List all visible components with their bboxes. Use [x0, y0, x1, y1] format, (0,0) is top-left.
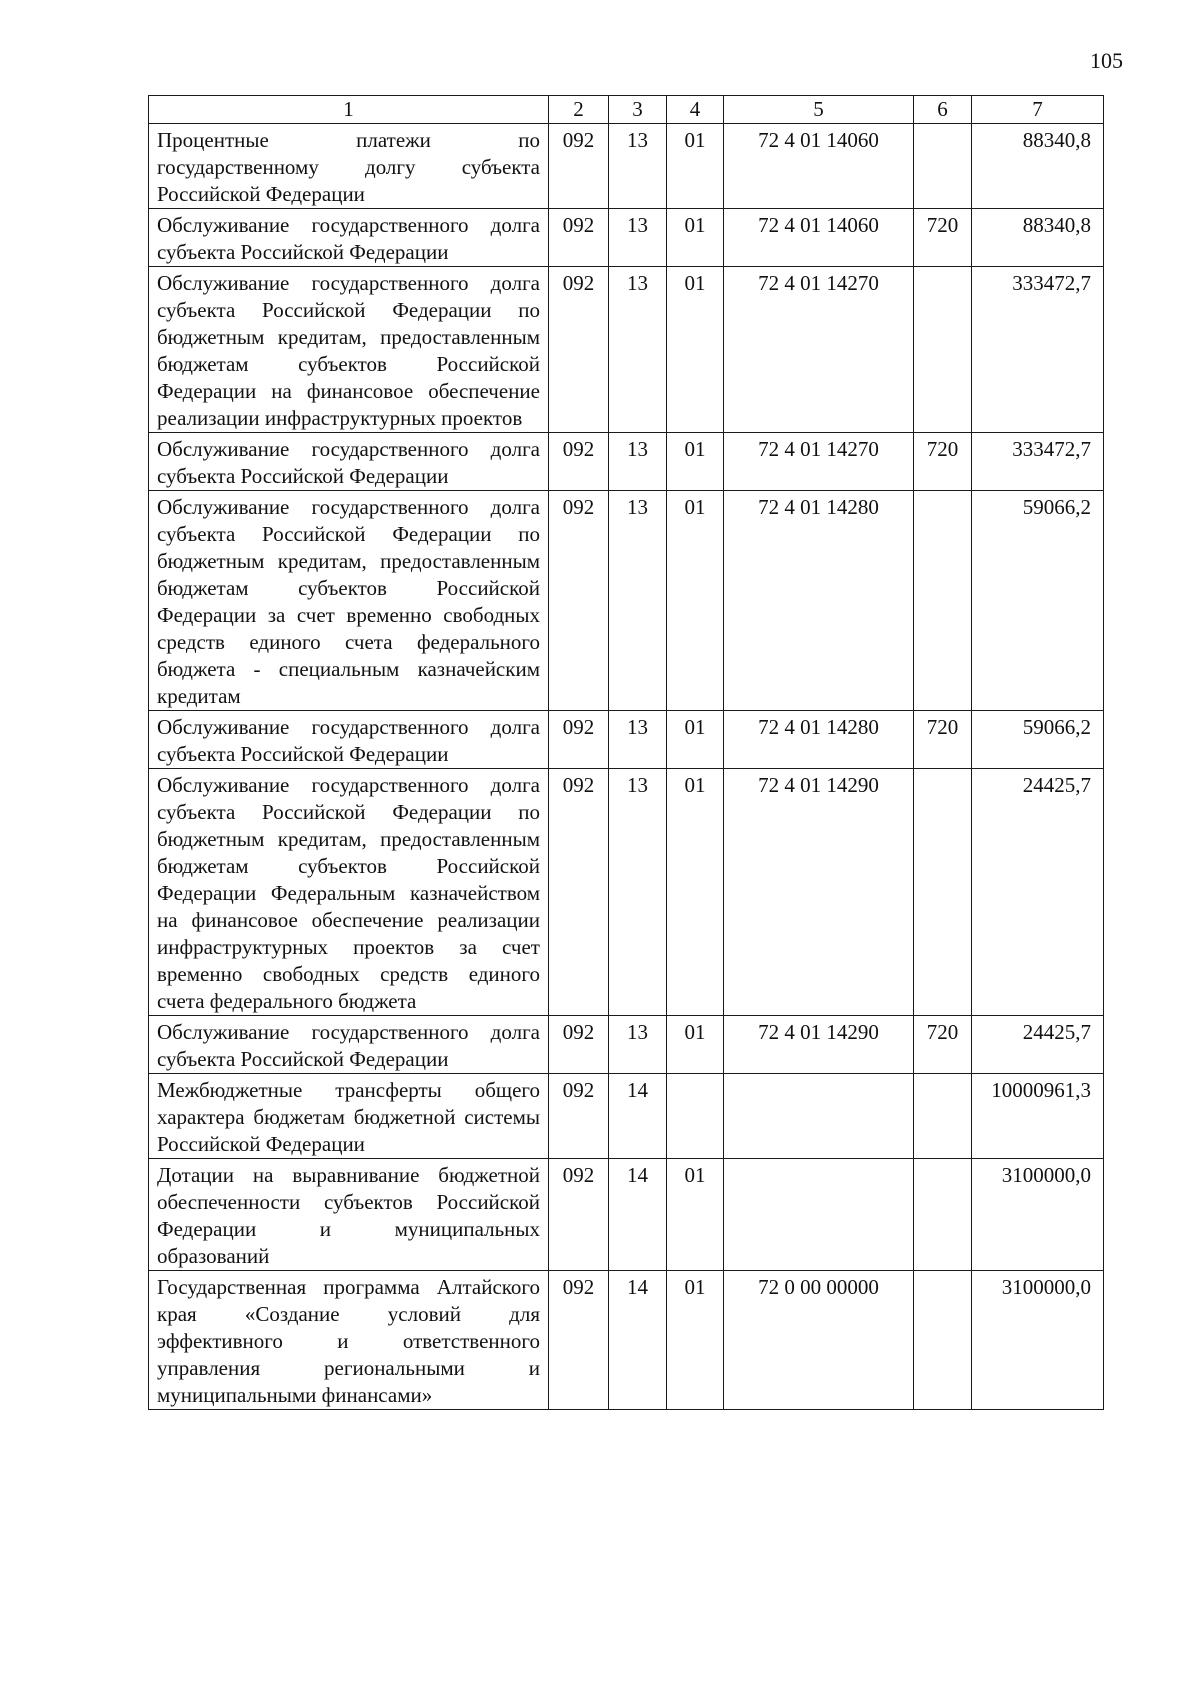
column-header: 4 — [667, 96, 724, 124]
section-code: 13 — [609, 1016, 667, 1074]
row-description: Межбюджетные трансферты общего характера бюджетам бюджетной системы Российской Федерации — [149, 1074, 549, 1159]
target-code: 72 4 01 14290 — [724, 1016, 914, 1074]
column-header: 6 — [914, 96, 972, 124]
column-header: 7 — [972, 96, 1104, 124]
section-code: 13 — [609, 491, 667, 711]
table-row — [149, 209, 1104, 267]
table-row — [149, 1074, 1104, 1159]
target-code: 72 4 01 14270 — [724, 433, 914, 491]
row-description: Обслуживание государственного долга субъекта Российской Федерации по бюджетным кредитам, предоставленным бюджетам субъектов Российской Федерации за счет временно свободных средств единого счета федерального бюджета - специальным казначейским кредитам — [149, 491, 549, 711]
section-code: 14 — [609, 1159, 667, 1271]
section-code: 13 — [609, 769, 667, 1016]
table-row — [149, 1271, 1104, 1410]
subsection-code: 01 — [667, 267, 724, 433]
expense-type-code — [914, 769, 972, 1016]
target-code: 72 4 01 14280 — [724, 711, 914, 769]
admin-code: 092 — [549, 1271, 609, 1410]
amount: 88340,8 — [972, 124, 1104, 209]
subsection-code: 01 — [667, 491, 724, 711]
target-code: 72 4 01 14290 — [724, 769, 914, 1016]
expense-type-code: 720 — [914, 433, 972, 491]
amount: 88340,8 — [972, 209, 1104, 267]
row-description: Обслуживание государственного долга субъекта Российской Федерации по бюджетным кредитам, предоставленным бюджетам субъектов Российской Федерации Федеральным казначейством на финансовое обеспечение реализации инфраструктурных проектов за счет временно свободных средств единого счета федерального бюджета — [149, 769, 549, 1016]
expense-type-code — [914, 1271, 972, 1410]
page-number: 105 — [1090, 48, 1123, 73]
row-description: Обслуживание государственного долга субъекта Российской Федерации — [149, 209, 549, 267]
table-row — [149, 711, 1104, 769]
section-code: 13 — [609, 209, 667, 267]
amount: 3100000,0 — [972, 1159, 1104, 1271]
admin-code: 092 — [549, 209, 609, 267]
table-row — [149, 769, 1104, 1016]
expense-type-code — [914, 491, 972, 711]
target-code: 72 4 01 14060 — [724, 124, 914, 209]
subsection-code — [667, 1074, 724, 1159]
column-header: 1 — [149, 96, 549, 124]
row-description: Процентные платежи по государственному долгу субъекта Российской Федерации — [149, 124, 549, 209]
target-code: 72 4 01 14270 — [724, 267, 914, 433]
section-code: 13 — [609, 267, 667, 433]
subsection-code: 01 — [667, 1271, 724, 1410]
subsection-code: 01 — [667, 711, 724, 769]
admin-code: 092 — [549, 711, 609, 769]
amount: 333472,7 — [972, 433, 1104, 491]
table-row — [149, 433, 1104, 491]
section-code: 14 — [609, 1074, 667, 1159]
row-description: Обслуживание государственного долга субъекта Российской Федерации — [149, 711, 549, 769]
expense-type-code: 720 — [914, 209, 972, 267]
table-row — [149, 124, 1104, 209]
admin-code: 092 — [549, 267, 609, 433]
admin-code: 092 — [549, 1016, 609, 1074]
expense-type-code — [914, 267, 972, 433]
section-code: 13 — [609, 433, 667, 491]
admin-code: 092 — [549, 1074, 609, 1159]
section-code: 13 — [609, 124, 667, 209]
admin-code: 092 — [549, 1159, 609, 1271]
amount: 3100000,0 — [972, 1271, 1104, 1410]
target-code: 72 4 01 14060 — [724, 209, 914, 267]
expense-type-code: 720 — [914, 711, 972, 769]
expense-type-code — [914, 1074, 972, 1159]
expense-type-code — [914, 1159, 972, 1271]
column-header: 2 — [549, 96, 609, 124]
expense-type-code — [914, 124, 972, 209]
table-row — [149, 491, 1104, 711]
row-description: Дотации на выравнивание бюджетной обеспеченности субъектов Российской Федерации и муниципальных образований — [149, 1159, 549, 1271]
row-description: Обслуживание государственного долга субъекта Российской Федерации по бюджетным кредитам, предоставленным бюджетам субъектов Российской Федерации на финансовое обеспечение реализации инфраструктурных проектов — [149, 267, 549, 433]
amount: 333472,7 — [972, 267, 1104, 433]
target-code — [724, 1159, 914, 1271]
subsection-code: 01 — [667, 124, 724, 209]
subsection-code: 01 — [667, 209, 724, 267]
subsection-code: 01 — [667, 769, 724, 1016]
column-header: 5 — [724, 96, 914, 124]
table-row — [149, 1159, 1104, 1271]
amount: 24425,7 — [972, 769, 1104, 1016]
table-row — [149, 1016, 1104, 1074]
amount: 10000961,3 — [972, 1074, 1104, 1159]
admin-code: 092 — [549, 769, 609, 1016]
target-code — [724, 1074, 914, 1159]
amount: 59066,2 — [972, 491, 1104, 711]
admin-code: 092 — [549, 491, 609, 711]
section-code: 13 — [609, 711, 667, 769]
header-row — [149, 96, 1104, 124]
target-code: 72 4 01 14280 — [724, 491, 914, 711]
row-description: Государственная программа Алтайского края «Создание условий для эффективного и ответственного управления региональными и муниципальными финансами» — [149, 1271, 549, 1410]
admin-code: 092 — [549, 433, 609, 491]
target-code: 72 0 00 00000 — [724, 1271, 914, 1410]
budget-table — [148, 95, 1104, 1410]
column-header: 3 — [609, 96, 667, 124]
admin-code: 092 — [549, 124, 609, 209]
subsection-code: 01 — [667, 1016, 724, 1074]
row-description: Обслуживание государственного долга субъекта Российской Федерации — [149, 1016, 549, 1074]
section-code: 14 — [609, 1271, 667, 1410]
subsection-code: 01 — [667, 433, 724, 491]
row-description: Обслуживание государственного долга субъекта Российской Федерации — [149, 433, 549, 491]
amount: 59066,2 — [972, 711, 1104, 769]
table-row — [149, 267, 1104, 433]
expense-type-code: 720 — [914, 1016, 972, 1074]
subsection-code: 01 — [667, 1159, 724, 1271]
amount: 24425,7 — [972, 1016, 1104, 1074]
